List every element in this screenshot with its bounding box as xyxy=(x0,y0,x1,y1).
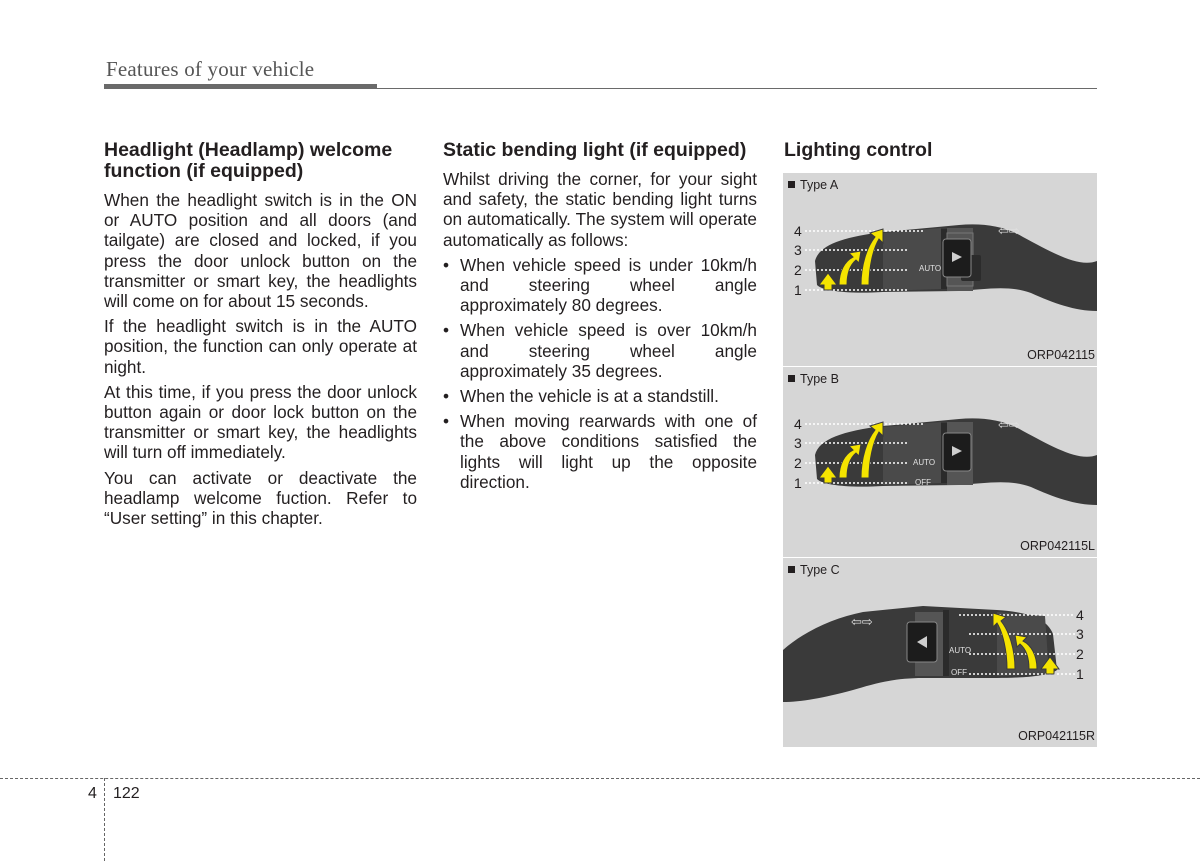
list-item: • When vehicle speed is over 10km/h and steering wheel angle approximately 35 degrees. xyxy=(443,320,757,381)
paragraph: You can activate or deactivate the headlamp welcome fuction. Refer to “User setting” in this chapter. xyxy=(104,467,417,529)
column-lighting-control xyxy=(784,140,1098,169)
header-title: Features of your vehicle xyxy=(106,57,315,81)
bullet-list xyxy=(443,255,757,492)
figure-type-label: Type B xyxy=(788,372,839,386)
svg-text:AUTO: AUTO xyxy=(919,264,942,273)
list-item: • When the vehicle is at a standstill. xyxy=(443,386,757,406)
light-switch-stalk-illustration xyxy=(783,367,1097,557)
image-code: ORP042115 xyxy=(1027,348,1095,362)
svg-text:2: 2 xyxy=(1076,646,1084,662)
svg-text:⇦⇨: ⇦⇨ xyxy=(998,224,1020,239)
list-item: • When vehicle speed is under 10km/h and steering wheel angle approximately 80 degrees. xyxy=(443,255,757,316)
svg-text:1: 1 xyxy=(1076,666,1084,682)
svg-text:2: 2 xyxy=(794,262,802,278)
svg-text:AUTO: AUTO xyxy=(913,458,936,467)
chapter-number: 4 xyxy=(88,785,97,802)
image-code: ORP042115L xyxy=(1020,539,1095,553)
footer-divider xyxy=(104,778,105,861)
paragraph: If the headlight switch is in the AUTO position, the function can only operate at night. xyxy=(104,316,417,377)
column-headlight-welcome xyxy=(104,140,417,533)
header-rule xyxy=(104,88,1097,89)
figure-type-c xyxy=(783,558,1097,747)
svg-text:1: 1 xyxy=(794,475,802,491)
svg-text:4: 4 xyxy=(1076,607,1084,623)
paragraph: When the headlight switch is in the ON or AUTO position and all doors (and tailgate) are closed and locked, if you press the door unlock button on the transmitter or smart key, the headlights will come on for about 15 seconds. xyxy=(104,190,417,312)
svg-text:2: 2 xyxy=(794,455,802,471)
page-number: 122 xyxy=(113,785,140,802)
light-switch-stalk-illustration xyxy=(783,173,1097,366)
svg-text:3: 3 xyxy=(1076,626,1084,642)
svg-text:⇦⇨: ⇦⇨ xyxy=(851,615,873,630)
figure-type-label: Type C xyxy=(788,563,840,577)
section-heading: Headlight (Headlamp) welcome function (if equipped) xyxy=(104,139,393,182)
section-heading: Static bending light (if equipped) xyxy=(443,139,747,161)
section-heading: Lighting control xyxy=(784,139,933,161)
svg-text:3: 3 xyxy=(794,242,802,258)
svg-text:4: 4 xyxy=(794,416,802,432)
svg-text:AUTO: AUTO xyxy=(949,646,972,655)
column-static-bending xyxy=(443,140,757,497)
footer-rule xyxy=(0,778,1200,779)
svg-text:1: 1 xyxy=(794,282,802,298)
light-switch-stalk-illustration xyxy=(783,558,1097,747)
image-code: ORP042115R xyxy=(1018,729,1095,743)
figure-type-label: Type A xyxy=(788,178,838,192)
svg-text:⇦⇨: ⇦⇨ xyxy=(998,418,1020,433)
svg-text:4: 4 xyxy=(794,223,802,239)
figure-type-b xyxy=(783,367,1097,557)
svg-text:OFF: OFF xyxy=(915,478,931,487)
paragraph: Whilst driving the corner, for your sight and safety, the static bending light turns on automatically. The system will operate automatically as follows: xyxy=(443,169,757,250)
svg-text:3: 3 xyxy=(794,435,802,451)
svg-text:OFF: OFF xyxy=(951,668,967,677)
figure-type-a xyxy=(783,173,1097,366)
list-item: • When moving rearwards with one of the above conditions satisfied the lights will light up the opposite direction. xyxy=(443,411,757,492)
paragraph: At this time, if you press the door unlock button again or door lock button on the transmitter or smart key, the headlights will turn off immediately. xyxy=(104,381,417,463)
